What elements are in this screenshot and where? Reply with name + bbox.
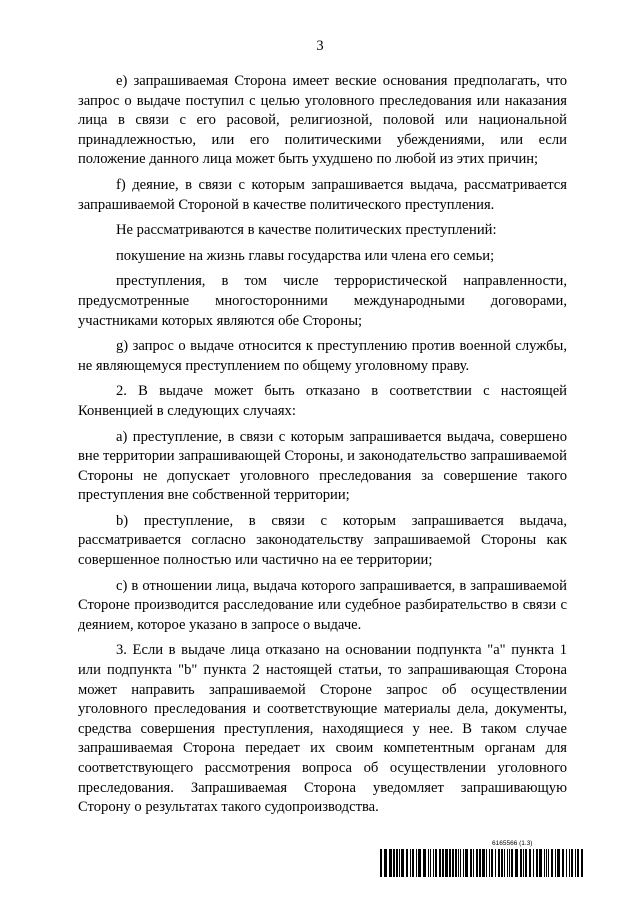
document-body (78, 72, 567, 824)
paragraph-item-b: b) преступление, в связи с которым запрашивается выдача, рассматривается согласно законодательству запрашиваемой Стороны как совершенное полностью или частично на ее территории; (78, 512, 567, 569)
document-code-area (380, 840, 586, 880)
paragraph-item-a: a) преступление, в связи с которым запрашивается выдача, совершено вне территории запрашивающей Стороны, и законодательство запрашиваемой Стороны не допускает уголовного преследования за совершение такого преступления вне собственной территории; (78, 428, 567, 504)
paragraph-not-political: Не рассматриваются в качестве политических преступлений: (116, 222, 497, 239)
paragraph-item-f: f) деяние, в связи с которым запрашивается выдача, рассматривается запрашиваемой Стороной в качестве политического преступления. (78, 176, 567, 213)
paragraph-item-e: e) запрашиваемая Сторона имеет веские основания предполагать, что запрос о выдаче поступил с целью уголовного преследования или наказания лица в связи с его расовой, религиозной, половой или национальной принадлежностью, или его политическими убеждениями, или если положение данного лица может быть ухудшено по любой из этих причин; (78, 73, 567, 168)
paragraph-item-c: c) в отношении лица, выдача которого запрашивается, в запрашиваемой Стороне производится расследование или судебное разбирательство в связи с деянием, которое указано в запросе о выдаче. (78, 577, 567, 633)
paragraph-section-3: 3. Если в выдаче лица отказано на основании подпункта "a" пункта 1 или подпункта "b" пункта 2 настоящей статьи, то запрашивающая Сторона может направить запрашиваемой Стороне запрос об осуществлении уголовного преследования и соответствующие материалы дела, документы, средства совершения преступления, находящиеся у нее. В таком случае запрашиваемая Сторона передает их своим компетентным органам для соответствующего рассмотрения вопроса об осуществлении уголовного преследования. Запрашиваемая Сторона уведомляет запрашивающую Сторону о результатах такого судопроизводства. (78, 642, 567, 816)
document-code: 6165566 (1.3) (492, 840, 533, 847)
paragraph-assassination: покушение на жизнь главы государства или члена его семьи; (116, 247, 495, 264)
paragraph-section-2: 2. В выдаче может быть отказано в соответствии с настоящей Конвенцией в следующих случаях: (78, 383, 567, 419)
paragraph-item-g: g) запрос о выдаче относится к преступлению против военной службы, не являющемуся преступлением по общему уголовному праву. (78, 338, 567, 374)
paragraph-terrorism: преступления, в том числе террористической направленности, предусмотренные многосторонними международными договорами, участниками которых являются обе Стороны; (78, 273, 567, 329)
barcode-icon (380, 849, 586, 877)
page-number: 3 (316, 38, 324, 54)
